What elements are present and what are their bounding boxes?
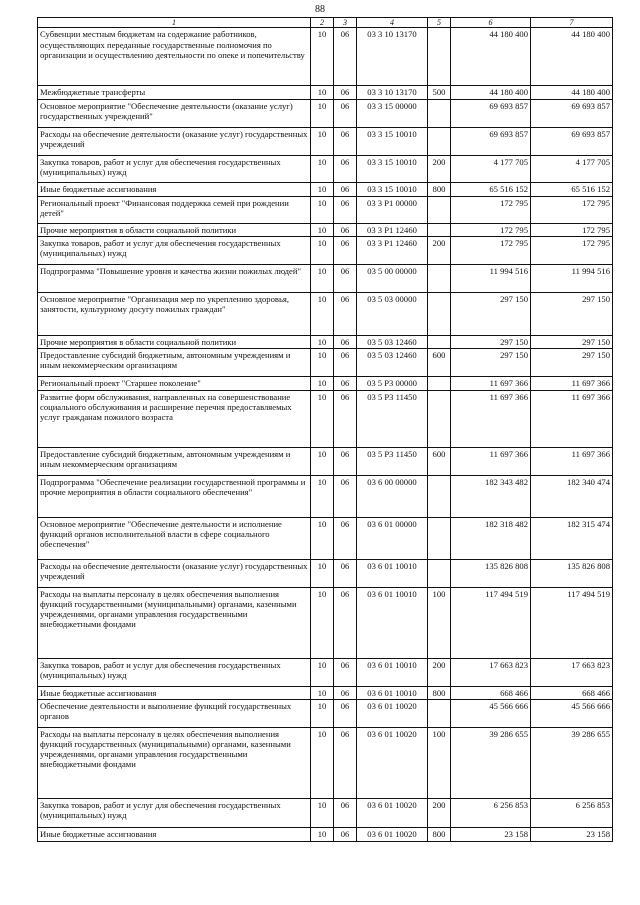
amount-fact: 69 693 857 bbox=[531, 99, 613, 127]
subsection-code: 06 bbox=[334, 86, 357, 99]
table-row bbox=[38, 559, 613, 587]
item-name: Предоставление субсидий бюджетным, автономным учреждениям и иным некоммерческим организациям bbox=[38, 447, 311, 475]
subsection-code: 06 bbox=[334, 28, 357, 86]
section-code: 10 bbox=[311, 155, 334, 182]
item-name: Предоставление субсидий бюджетным, автономным учреждениям и иным некоммерческим организациям bbox=[38, 348, 311, 376]
amount-fact: 45 566 666 bbox=[531, 700, 613, 728]
target-article-code: 03 6 01 10020 bbox=[357, 700, 428, 728]
target-article-code: 03 6 01 10010 bbox=[357, 587, 428, 658]
target-article-code: 03 6 01 10020 bbox=[357, 828, 428, 842]
amount-plan: 182 343 482 bbox=[451, 475, 531, 517]
section-code: 10 bbox=[311, 700, 334, 728]
section-code: 10 bbox=[311, 28, 334, 86]
amount-fact: 11 697 366 bbox=[531, 390, 613, 447]
subsection-code: 06 bbox=[334, 292, 357, 335]
section-code: 10 bbox=[311, 292, 334, 335]
section-code: 10 bbox=[311, 99, 334, 127]
subsection-code: 06 bbox=[334, 335, 357, 348]
table-row bbox=[38, 587, 613, 658]
item-name: Подпрограмма "Обеспечение реализации государственной программы и прочие мероприятия в области социального обеспечения" bbox=[38, 475, 311, 517]
expense-type-code bbox=[428, 700, 451, 728]
subsection-code: 06 bbox=[334, 475, 357, 517]
table-row bbox=[38, 799, 613, 828]
section-code: 10 bbox=[311, 264, 334, 292]
section-code: 10 bbox=[311, 196, 334, 223]
table-row bbox=[38, 127, 613, 155]
table-row bbox=[38, 686, 613, 699]
subsection-code: 06 bbox=[334, 390, 357, 447]
amount-fact: 11 994 516 bbox=[531, 264, 613, 292]
subsection-code: 06 bbox=[334, 559, 357, 587]
subsection-code: 06 bbox=[334, 236, 357, 264]
section-code: 10 bbox=[311, 587, 334, 658]
amount-fact: 11 697 366 bbox=[531, 376, 613, 390]
subsection-code: 06 bbox=[334, 828, 357, 842]
amount-fact: 117 494 519 bbox=[531, 587, 613, 658]
table-row bbox=[38, 99, 613, 127]
expense-type-code: 800 bbox=[428, 686, 451, 699]
target-article-code: 03 3 10 13170 bbox=[357, 86, 428, 99]
expense-type-code bbox=[428, 335, 451, 348]
subsection-code: 06 bbox=[334, 155, 357, 182]
section-code: 10 bbox=[311, 728, 334, 799]
amount-fact: 172 795 bbox=[531, 196, 613, 223]
section-code: 10 bbox=[311, 182, 334, 196]
subsection-code: 06 bbox=[334, 517, 357, 559]
section-code: 10 bbox=[311, 127, 334, 155]
section-code: 10 bbox=[311, 658, 334, 686]
amount-plan: 297 150 bbox=[451, 348, 531, 376]
item-name: Иные бюджетные ассигнования bbox=[38, 828, 311, 842]
expense-type-code bbox=[428, 292, 451, 335]
section-code: 10 bbox=[311, 335, 334, 348]
amount-fact: 6 256 853 bbox=[531, 799, 613, 828]
subsection-code: 06 bbox=[334, 348, 357, 376]
budget-table bbox=[37, 17, 613, 842]
table-row bbox=[38, 335, 613, 348]
column-number: 5 bbox=[428, 18, 451, 28]
subsection-code: 06 bbox=[334, 376, 357, 390]
target-article-code: 03 3 P1 00000 bbox=[357, 196, 428, 223]
amount-plan: 44 180 400 bbox=[451, 86, 531, 99]
section-code: 10 bbox=[311, 86, 334, 99]
table-row bbox=[38, 475, 613, 517]
subsection-code: 06 bbox=[334, 587, 357, 658]
amount-fact: 297 150 bbox=[531, 335, 613, 348]
amount-plan: 39 286 655 bbox=[451, 728, 531, 799]
section-code: 10 bbox=[311, 559, 334, 587]
target-article-code: 03 5 00 00000 bbox=[357, 264, 428, 292]
subsection-code: 06 bbox=[334, 99, 357, 127]
section-code: 10 bbox=[311, 686, 334, 699]
amount-plan: 135 826 808 bbox=[451, 559, 531, 587]
amount-plan: 11 697 366 bbox=[451, 390, 531, 447]
expense-type-code bbox=[428, 559, 451, 587]
target-article-code: 03 6 01 10010 bbox=[357, 559, 428, 587]
target-article-code: 03 5 P3 11450 bbox=[357, 390, 428, 447]
table-row bbox=[38, 182, 613, 196]
expense-type-code bbox=[428, 99, 451, 127]
subsection-code: 06 bbox=[334, 700, 357, 728]
expense-type-code: 200 bbox=[428, 658, 451, 686]
section-code: 10 bbox=[311, 376, 334, 390]
section-code: 10 bbox=[311, 223, 334, 236]
amount-fact: 172 795 bbox=[531, 236, 613, 264]
section-code: 10 bbox=[311, 517, 334, 559]
expense-type-code: 200 bbox=[428, 236, 451, 264]
amount-fact: 23 158 bbox=[531, 828, 613, 842]
table-row bbox=[38, 447, 613, 475]
column-number: 1 bbox=[38, 18, 311, 28]
expense-type-code bbox=[428, 390, 451, 447]
amount-plan: 11 697 366 bbox=[451, 447, 531, 475]
amount-plan: 172 795 bbox=[451, 236, 531, 264]
subsection-code: 06 bbox=[334, 223, 357, 236]
target-article-code: 03 6 01 10010 bbox=[357, 686, 428, 699]
expense-type-code: 200 bbox=[428, 155, 451, 182]
section-code: 10 bbox=[311, 447, 334, 475]
table-row bbox=[38, 348, 613, 376]
item-name: Обеспечение деятельности и выполнение функций государственных органов bbox=[38, 700, 311, 728]
amount-fact: 65 516 152 bbox=[531, 182, 613, 196]
target-article-code: 03 3 15 10010 bbox=[357, 155, 428, 182]
amount-fact: 44 180 400 bbox=[531, 28, 613, 86]
table-row bbox=[38, 155, 613, 182]
subsection-code: 06 bbox=[334, 196, 357, 223]
target-article-code: 03 3 15 10010 bbox=[357, 182, 428, 196]
table-row bbox=[38, 28, 613, 86]
amount-plan: 69 693 857 bbox=[451, 99, 531, 127]
table-row bbox=[38, 517, 613, 559]
amount-plan: 6 256 853 bbox=[451, 799, 531, 828]
amount-fact: 297 150 bbox=[531, 292, 613, 335]
amount-plan: 182 318 482 bbox=[451, 517, 531, 559]
target-article-code: 03 6 01 10020 bbox=[357, 728, 428, 799]
amount-fact: 668 466 bbox=[531, 686, 613, 699]
expense-type-code: 600 bbox=[428, 348, 451, 376]
item-name: Закупка товаров, работ и услуг для обеспечения государственных (муниципальных) нужд bbox=[38, 658, 311, 686]
item-name: Основное мероприятие "Организация мер по укреплению здоровья, занятости, культурному досугу пожилых граждан" bbox=[38, 292, 311, 335]
item-name: Закупка товаров, работ и услуг для обеспечения государственных (муниципальных) нужд bbox=[38, 236, 311, 264]
section-code: 10 bbox=[311, 390, 334, 447]
item-name: Закупка товаров, работ и услуг для обеспечения государственных (муниципальных) нужд bbox=[38, 155, 311, 182]
table-row bbox=[38, 223, 613, 236]
item-name: Региональный проект "Финансовая поддержка семей при рождении детей" bbox=[38, 196, 311, 223]
column-number-row bbox=[38, 18, 613, 28]
expense-type-code: 600 bbox=[428, 447, 451, 475]
target-article-code: 03 3 15 00000 bbox=[357, 99, 428, 127]
target-article-code: 03 5 03 12460 bbox=[357, 348, 428, 376]
table-row bbox=[38, 658, 613, 686]
amount-fact: 4 177 705 bbox=[531, 155, 613, 182]
expense-type-code: 200 bbox=[428, 799, 451, 828]
item-name: Основное мероприятие "Обеспечение деятельности (оказание услуг) государственных учреждений" bbox=[38, 99, 311, 127]
target-article-code: 03 6 01 10010 bbox=[357, 658, 428, 686]
amount-plan: 11 994 516 bbox=[451, 264, 531, 292]
amount-plan: 11 697 366 bbox=[451, 376, 531, 390]
target-article-code: 03 6 00 00000 bbox=[357, 475, 428, 517]
subsection-code: 06 bbox=[334, 182, 357, 196]
expense-type-code bbox=[428, 475, 451, 517]
amount-plan: 172 795 bbox=[451, 223, 531, 236]
target-article-code: 03 3 P1 12460 bbox=[357, 236, 428, 264]
expense-type-code bbox=[428, 517, 451, 559]
item-name: Подпрограмма "Повышение уровня и качества жизни пожилых людей" bbox=[38, 264, 311, 292]
amount-plan: 117 494 519 bbox=[451, 587, 531, 658]
item-name: Межбюджетные трансферты bbox=[38, 86, 311, 99]
column-number: 2 bbox=[311, 18, 334, 28]
section-code: 10 bbox=[311, 348, 334, 376]
subsection-code: 06 bbox=[334, 686, 357, 699]
amount-plan: 65 516 152 bbox=[451, 182, 531, 196]
amount-fact: 135 826 808 bbox=[531, 559, 613, 587]
target-article-code: 03 5 P3 11450 bbox=[357, 447, 428, 475]
item-name: Субвенции местным бюджетам на содержание работников, осуществляющих переданные государственные полномочия по организации и осуществлению деятельности по опеке и попечительству bbox=[38, 28, 311, 86]
table-row bbox=[38, 86, 613, 99]
amount-plan: 297 150 bbox=[451, 335, 531, 348]
table-row bbox=[38, 264, 613, 292]
amount-fact: 44 180 400 bbox=[531, 86, 613, 99]
subsection-code: 06 bbox=[334, 658, 357, 686]
target-article-code: 03 3 15 10010 bbox=[357, 127, 428, 155]
target-article-code: 03 5 03 00000 bbox=[357, 292, 428, 335]
expense-type-code bbox=[428, 223, 451, 236]
subsection-code: 06 bbox=[334, 799, 357, 828]
expense-type-code bbox=[428, 264, 451, 292]
section-code: 10 bbox=[311, 799, 334, 828]
item-name: Иные бюджетные ассигнования bbox=[38, 182, 311, 196]
amount-fact: 17 663 823 bbox=[531, 658, 613, 686]
table-row bbox=[38, 728, 613, 799]
amount-plan: 17 663 823 bbox=[451, 658, 531, 686]
amount-fact: 11 697 366 bbox=[531, 447, 613, 475]
amount-plan: 45 566 666 bbox=[451, 700, 531, 728]
target-article-code: 03 5 P3 00000 bbox=[357, 376, 428, 390]
column-number: 3 bbox=[334, 18, 357, 28]
expense-type-code: 500 bbox=[428, 86, 451, 99]
item-name: Прочие мероприятия в области социальной политики bbox=[38, 223, 311, 236]
item-name: Региональный проект "Старшее поколение" bbox=[38, 376, 311, 390]
amount-plan: 4 177 705 bbox=[451, 155, 531, 182]
amount-plan: 668 466 bbox=[451, 686, 531, 699]
target-article-code: 03 6 01 00000 bbox=[357, 517, 428, 559]
target-article-code: 03 3 10 13170 bbox=[357, 28, 428, 86]
table-row bbox=[38, 196, 613, 223]
target-article-code: 03 3 P1 12460 bbox=[357, 223, 428, 236]
item-name: Расходы на обеспечение деятельности (оказание услуг) государственных учреждений bbox=[38, 559, 311, 587]
item-name: Расходы на выплаты персоналу в целях обеспечения выполнения функций государственными (муниципальными) органами, казенными учреждениями, органами управления государственными внебюджетными фондами bbox=[38, 587, 311, 658]
column-number: 6 bbox=[451, 18, 531, 28]
expense-type-code bbox=[428, 28, 451, 86]
expense-type-code: 100 bbox=[428, 728, 451, 799]
table-row bbox=[38, 700, 613, 728]
amount-plan: 44 180 400 bbox=[451, 28, 531, 86]
expense-type-code bbox=[428, 376, 451, 390]
section-code: 10 bbox=[311, 828, 334, 842]
amount-fact: 172 795 bbox=[531, 223, 613, 236]
table-row bbox=[38, 292, 613, 335]
item-name: Основное мероприятие "Обеспечение деятельности и исполнение функций органов исполнительной власти в сфере социального обеспечения" bbox=[38, 517, 311, 559]
subsection-code: 06 bbox=[334, 127, 357, 155]
item-name: Развитие форм обслуживания, направленных на совершенствование социального обслуживания и расширение перечня предоставляемых услуг гражданам пожилого возраста bbox=[38, 390, 311, 447]
table-row bbox=[38, 376, 613, 390]
table-row bbox=[38, 828, 613, 842]
column-number: 4 bbox=[357, 18, 428, 28]
target-article-code: 03 6 01 10020 bbox=[357, 799, 428, 828]
section-code: 10 bbox=[311, 236, 334, 264]
amount-fact: 182 340 474 bbox=[531, 475, 613, 517]
table-row bbox=[38, 390, 613, 447]
subsection-code: 06 bbox=[334, 264, 357, 292]
amount-fact: 297 150 bbox=[531, 348, 613, 376]
section-code: 10 bbox=[311, 475, 334, 517]
amount-plan: 297 150 bbox=[451, 292, 531, 335]
item-name: Прочие мероприятия в области социальной политики bbox=[38, 335, 311, 348]
expense-type-code bbox=[428, 127, 451, 155]
subsection-code: 06 bbox=[334, 447, 357, 475]
amount-fact: 69 693 857 bbox=[531, 127, 613, 155]
item-name: Расходы на выплаты персоналу в целях обеспечения выполнения функций государственных (муниципальными) органами, казенными учреждениями, органами управления государственными внебюджетными фондами bbox=[38, 728, 311, 799]
subsection-code: 06 bbox=[334, 728, 357, 799]
column-number: 7 bbox=[531, 18, 613, 28]
amount-fact: 39 286 655 bbox=[531, 728, 613, 799]
amount-plan: 69 693 857 bbox=[451, 127, 531, 155]
expense-type-code: 100 bbox=[428, 587, 451, 658]
amount-plan: 23 158 bbox=[451, 828, 531, 842]
item-name: Иные бюджетные ассигнования bbox=[38, 686, 311, 699]
expense-type-code: 800 bbox=[428, 828, 451, 842]
item-name: Закупка товаров, работ и услуг для обеспечения государственных (муниципальных) нужд bbox=[38, 799, 311, 828]
item-name: Расходы на обеспечение деятельности (оказание услуг) государственных учреждений bbox=[38, 127, 311, 155]
table-row bbox=[38, 236, 613, 264]
expense-type-code bbox=[428, 196, 451, 223]
amount-fact: 182 315 474 bbox=[531, 517, 613, 559]
page-number: 88 bbox=[315, 4, 325, 15]
amount-plan: 172 795 bbox=[451, 196, 531, 223]
target-article-code: 03 5 03 12460 bbox=[357, 335, 428, 348]
expense-type-code: 800 bbox=[428, 182, 451, 196]
